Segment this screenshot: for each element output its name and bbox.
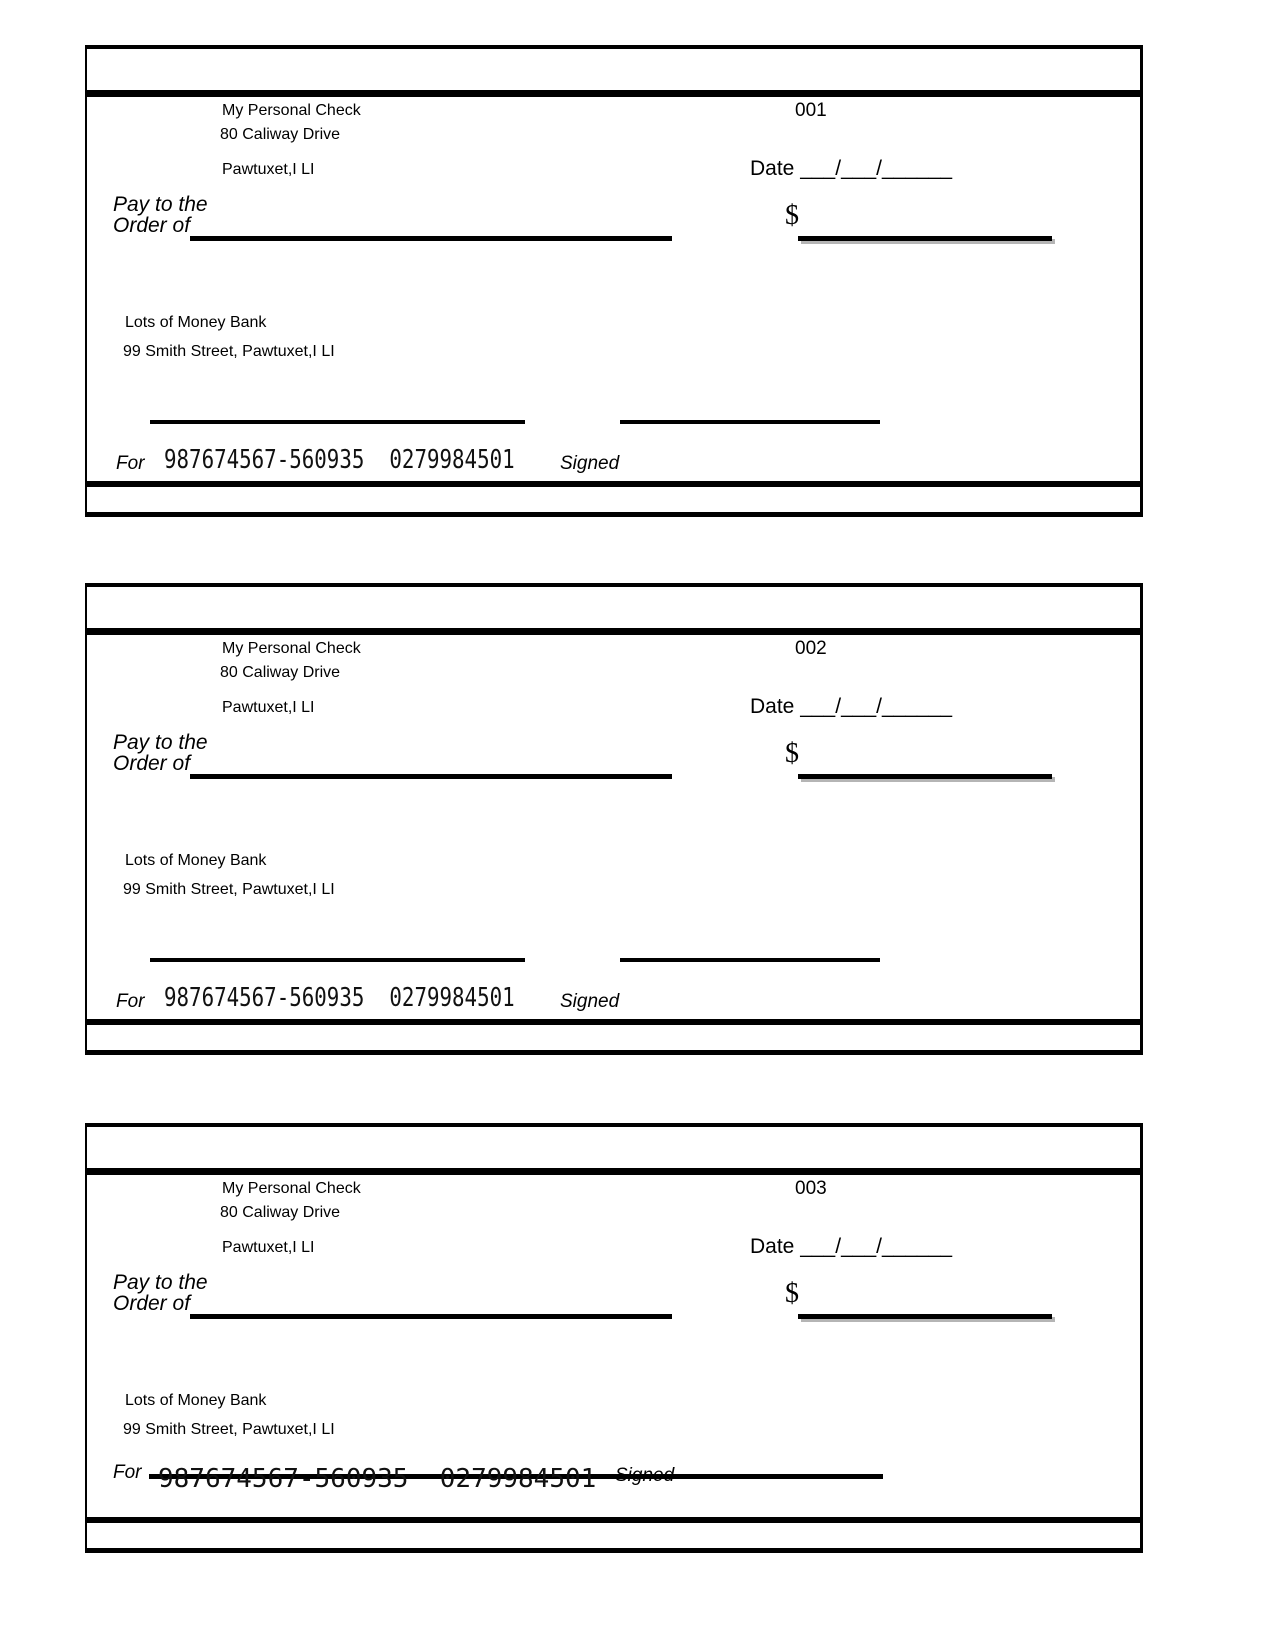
check-003 — [85, 1123, 1143, 1553]
date-blank-day[interactable]: ___ — [841, 1235, 877, 1258]
micr-account-routing-numbers: 987674567-560935 0279984501 — [164, 983, 515, 1013]
bank-name: Lots of Money Bank — [125, 314, 267, 331]
date-blank-year[interactable]: ______ — [881, 1235, 953, 1258]
bank-name: Lots of Money Bank — [125, 852, 267, 869]
date-separator: / — [876, 157, 882, 180]
pay-to-line1: Pay to the — [113, 731, 208, 754]
check-body — [85, 1168, 1143, 1523]
date-separator: / — [835, 157, 842, 180]
check-top-band — [85, 1123, 1143, 1168]
pay-to-the-order-of-label — [113, 194, 208, 236]
memo-fill-line[interactable] — [150, 958, 525, 962]
date-blank-day[interactable]: ___ — [841, 157, 877, 180]
date-separator: / — [835, 1235, 842, 1258]
check-top-band — [85, 45, 1143, 90]
bank-address: 99 Smith Street, Pawtuxet,I LI — [123, 343, 335, 360]
date-separator: / — [876, 1235, 882, 1258]
date-blank-day[interactable]: ___ — [841, 695, 877, 718]
date-row — [750, 695, 952, 719]
date-row — [750, 157, 952, 181]
memo-fill-line[interactable] — [150, 420, 525, 424]
check-top-band — [85, 583, 1143, 628]
signed-label: Signed — [560, 991, 620, 1012]
payer-city: Pawtuxet,I LI — [222, 699, 315, 716]
bank-address: 99 Smith Street, Pawtuxet,I LI — [123, 1421, 335, 1438]
date-blank-month[interactable]: ___ — [800, 695, 836, 718]
payee-fill-line[interactable] — [190, 236, 672, 241]
dollar-sign: $ — [785, 200, 799, 231]
for-label: For — [116, 991, 145, 1012]
check-001 — [85, 45, 1143, 517]
signature-fill-line[interactable] — [620, 958, 880, 962]
signed-label: Signed — [560, 453, 620, 474]
payer-address: 80 Caliway Drive — [220, 1204, 341, 1221]
check-number: 002 — [795, 638, 827, 659]
date-separator: / — [835, 695, 842, 718]
date-blank-month[interactable]: ___ — [800, 1235, 836, 1258]
pay-to-line1: Pay to the — [113, 1271, 208, 1294]
amount-fill-line[interactable] — [798, 1314, 1052, 1319]
bank-name: Lots of Money Bank — [125, 1392, 267, 1409]
payer-name: My Personal Check — [222, 1180, 361, 1197]
payer-address: 80 Caliway Drive — [220, 126, 341, 143]
pay-to-line2: Order of — [113, 214, 191, 237]
dollar-sign: $ — [785, 1278, 799, 1309]
pay-to-the-order-of-label — [113, 1272, 208, 1314]
signature-fill-line[interactable] — [620, 420, 880, 424]
pay-to-line2: Order of — [113, 1292, 191, 1315]
micr-account-routing-numbers: 987674567-560935 0279984501 — [158, 1464, 597, 1494]
check-bottom-band — [85, 1523, 1143, 1553]
bank-address: 99 Smith Street, Pawtuxet,I LI — [123, 881, 335, 898]
date-label: Date — [750, 695, 795, 718]
payer-address: 80 Caliway Drive — [220, 664, 341, 681]
payee-fill-line[interactable] — [190, 774, 672, 779]
date-row — [750, 1235, 952, 1259]
check-body — [85, 90, 1143, 487]
pay-to-the-order-of-label — [113, 732, 208, 774]
date-label: Date — [750, 157, 795, 180]
pay-to-line1: Pay to the — [113, 193, 208, 216]
payer-name: My Personal Check — [222, 640, 361, 657]
check-bottom-band — [85, 487, 1143, 517]
check-002 — [85, 583, 1143, 1055]
signed-label: Signed — [615, 1465, 675, 1486]
payer-city: Pawtuxet,I LI — [222, 1239, 315, 1256]
date-blank-month[interactable]: ___ — [800, 157, 836, 180]
check-number: 001 — [795, 100, 827, 121]
date-blank-year[interactable]: ______ — [881, 695, 953, 718]
amount-fill-line[interactable] — [798, 236, 1052, 241]
date-separator: / — [876, 695, 882, 718]
check-number: 003 — [795, 1178, 827, 1199]
amount-fill-line[interactable] — [798, 774, 1052, 779]
date-label: Date — [750, 1235, 795, 1258]
payer-name: My Personal Check — [222, 102, 361, 119]
dollar-sign: $ — [785, 738, 799, 769]
micr-account-routing-numbers: 987674567-560935 0279984501 — [164, 445, 515, 475]
payee-fill-line[interactable] — [190, 1314, 672, 1319]
check-bottom-band — [85, 1025, 1143, 1055]
for-label: For — [116, 453, 145, 474]
pay-to-line2: Order of — [113, 752, 191, 775]
for-label: For — [113, 1462, 142, 1483]
payer-city: Pawtuxet,I LI — [222, 161, 315, 178]
date-blank-year[interactable]: ______ — [881, 157, 953, 180]
check-body — [85, 628, 1143, 1025]
